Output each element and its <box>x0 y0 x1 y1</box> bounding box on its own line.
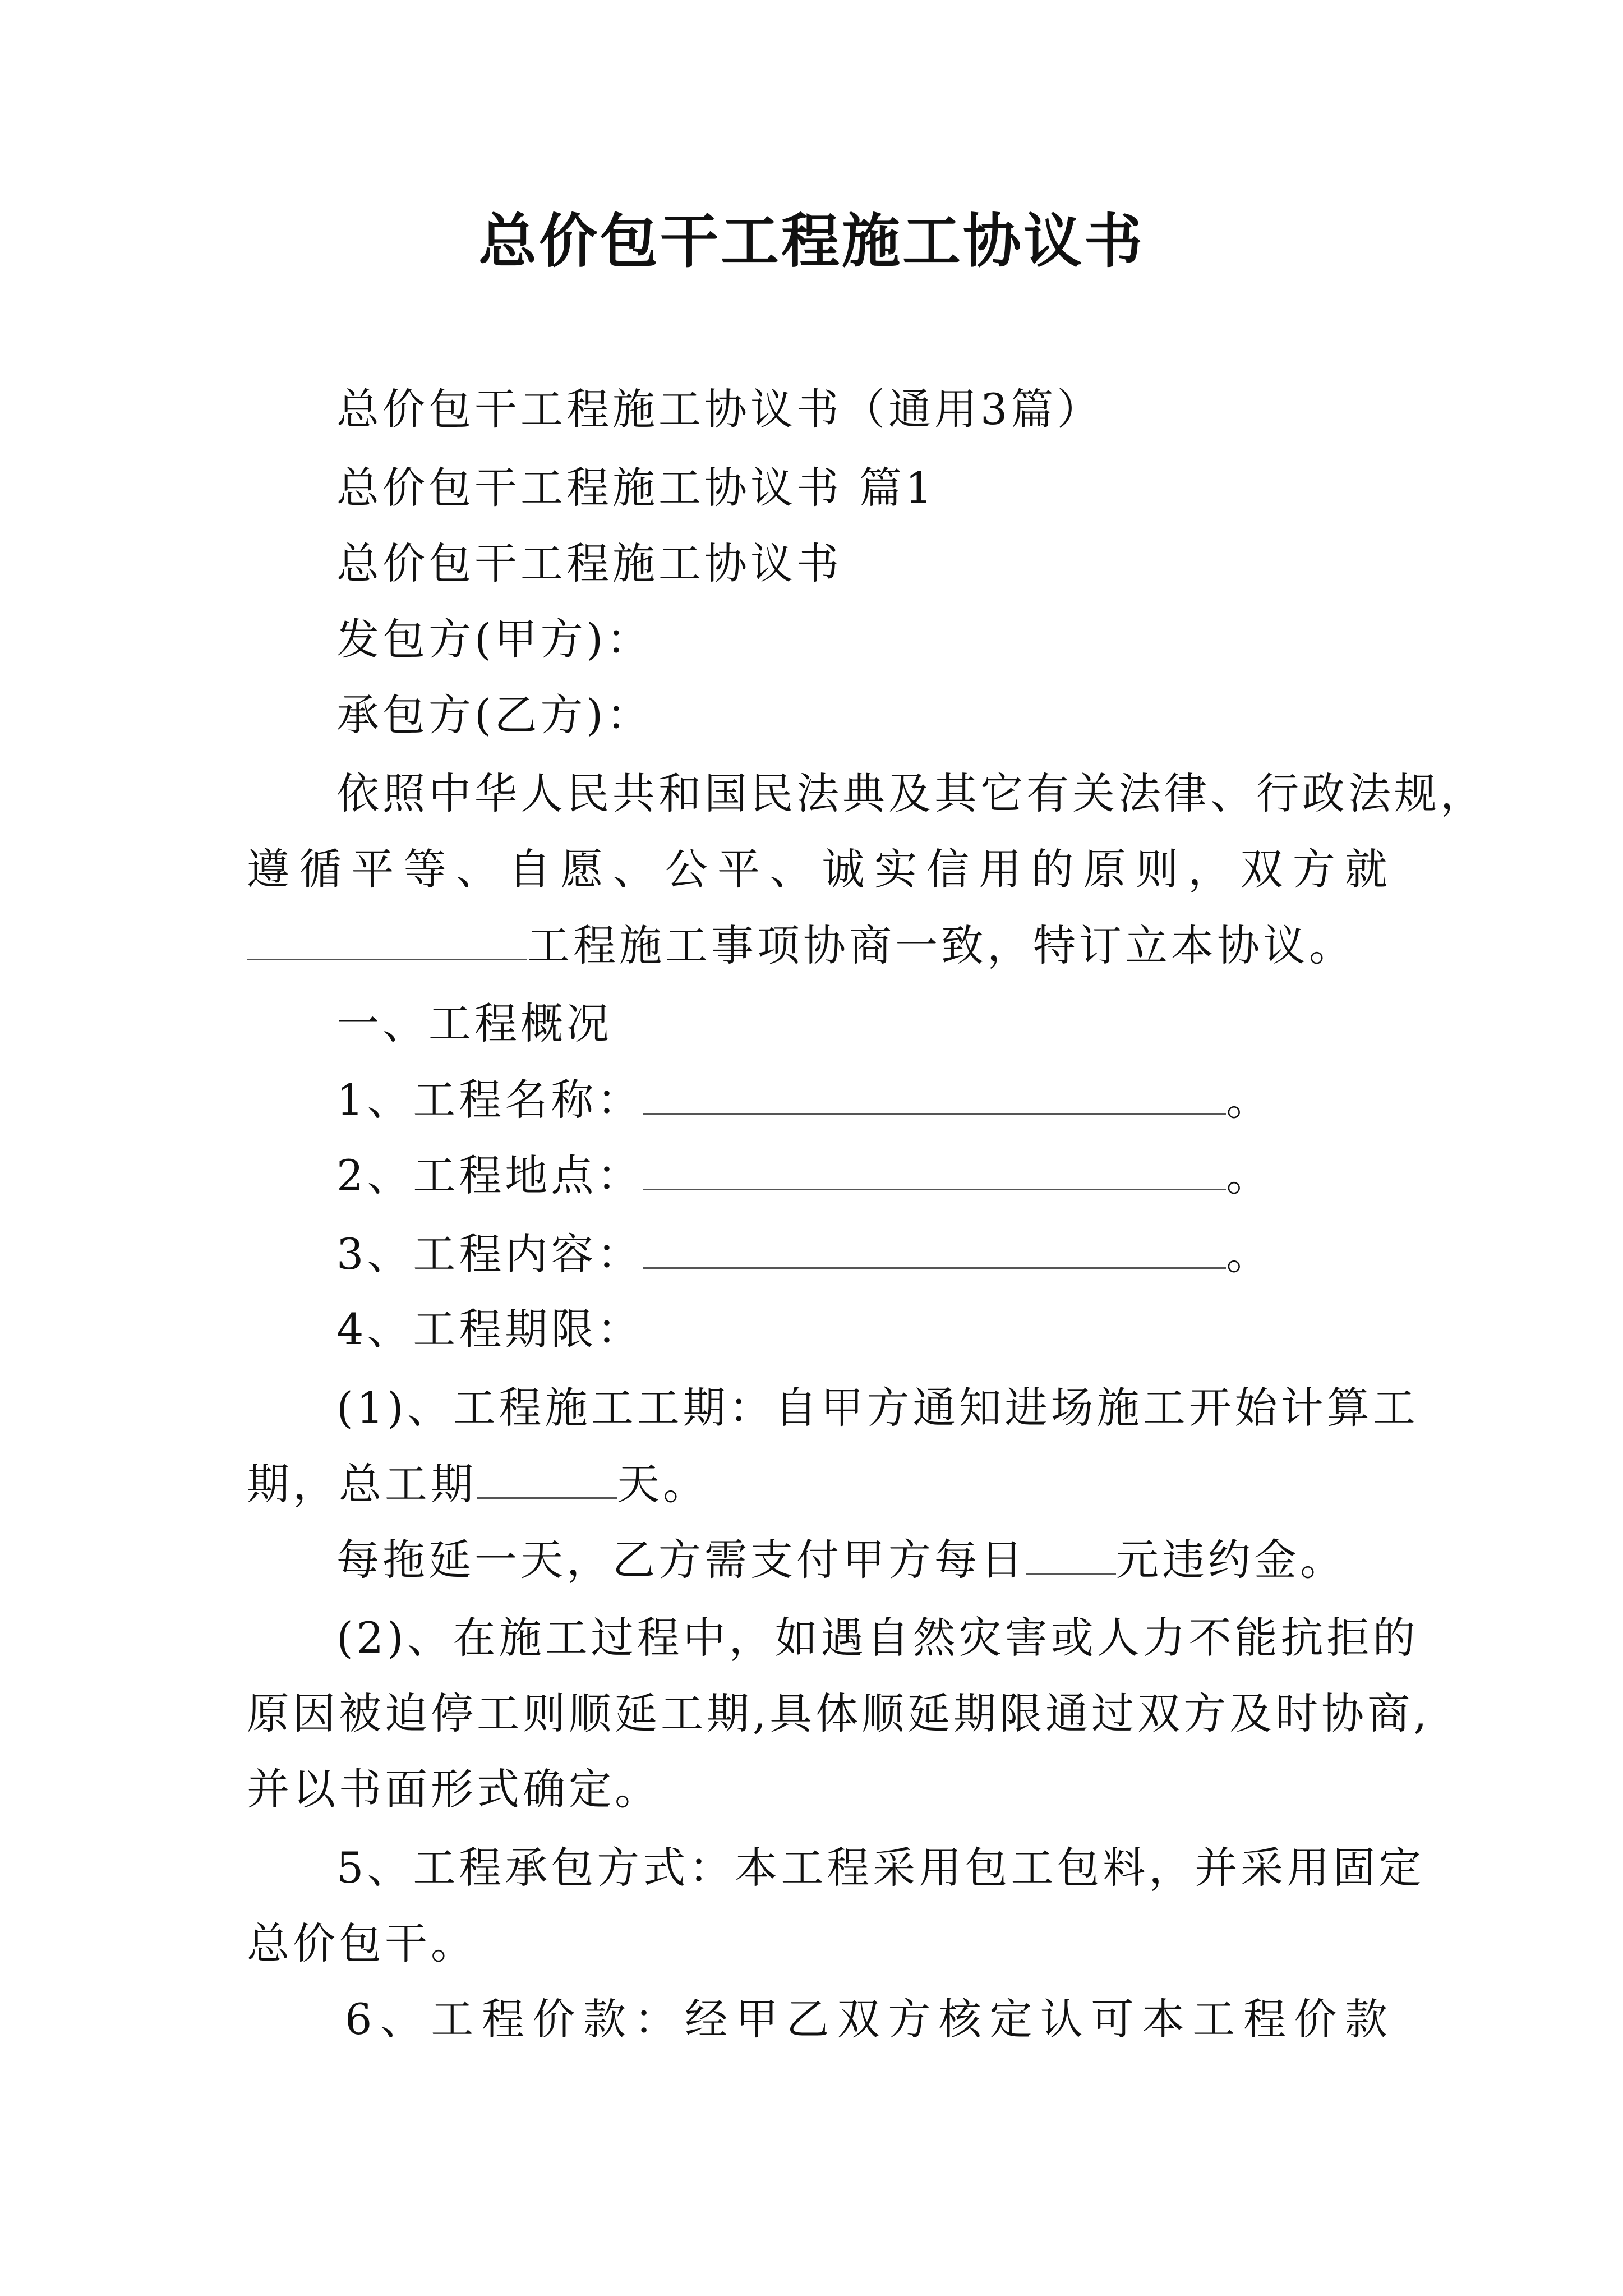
item-4-2-line-1: (2)、在施工过程中，如遇自然灾害或人力不能抗拒的 <box>336 1613 1419 1663</box>
item-4-2-line-2: 原因被迫停工则顺延工期,具体顺延期限通过双方及时协商, <box>247 1688 1431 1738</box>
item-4-1-line-2 <box>247 1456 1391 1512</box>
item-3 <box>336 1226 1391 1282</box>
item-4-1-line-1: (1)、工程施工工期：自甲方通知进场施工开始计算工 <box>336 1383 1419 1433</box>
part-heading: 总价包干工程施工协议书 篇1 <box>336 463 936 513</box>
intro-line-3 <box>247 917 1391 974</box>
intro-line-2: 遵循平等、自愿、公平、诚实信用的原则，双方就 <box>247 844 1391 894</box>
item-2-end: 。 <box>1226 1151 1272 1200</box>
item-4-label: 4、工程期限： <box>336 1304 643 1354</box>
subtitle: 总价包干工程施工协议书（通用3篇） <box>336 384 1103 434</box>
item-2 <box>336 1147 1391 1204</box>
item-6-line-1: 6、工程价款：经甲乙双方核定认可本工程价款 <box>345 1994 1391 2044</box>
item-5-line-2: 总价包干。 <box>247 1918 477 1968</box>
intro-line-1: 依照中华人民共和国民法典及其它有关法律、行政法规， <box>336 769 1486 818</box>
item-1-end: 。 <box>1226 1075 1272 1125</box>
item-1 <box>336 1071 1391 1128</box>
penalty-amount-blank <box>1026 1531 1116 1575</box>
item-5-line-1: 5、工程承包方式：本工程采用包工包料，并采用固定 <box>336 1843 1425 1893</box>
party-a-label: 发包方(甲方)： <box>336 614 653 664</box>
penalty-text-b: 元违约金。 <box>1116 1535 1346 1585</box>
total-days-blank <box>477 1456 617 1499</box>
item-4-2-line-3: 并以书面形式确定。 <box>247 1764 661 1814</box>
project-blank <box>247 917 527 960</box>
inner-title: 总价包干工程施工协议书 <box>336 539 842 588</box>
project-name-blank <box>643 1071 1226 1115</box>
intro-line-3-text: 工程施工事项协商一致，特订立本协议。 <box>527 921 1355 970</box>
penalty-text-a: 每拖延一天，乙方需支付甲方每日 <box>336 1535 1026 1585</box>
item-3-end: 。 <box>1226 1229 1272 1279</box>
section-1-heading: 一、工程概况 <box>336 999 612 1048</box>
item-3-label: 3、工程内容： <box>336 1229 643 1279</box>
item-4-1-line-2a: 期，总工期 <box>247 1459 477 1509</box>
party-b-label: 承包方(乙方)： <box>336 690 653 740</box>
item-4-1-line-2b: 天。 <box>617 1459 709 1509</box>
item-2-label: 2、工程地点： <box>336 1151 643 1200</box>
document-title: 总价包干工程施工协议书 <box>478 206 1145 275</box>
project-content-blank <box>643 1226 1226 1269</box>
item-1-label: 1、工程名称： <box>336 1075 643 1125</box>
project-location-blank <box>643 1147 1226 1190</box>
penalty-line <box>336 1531 1391 1588</box>
